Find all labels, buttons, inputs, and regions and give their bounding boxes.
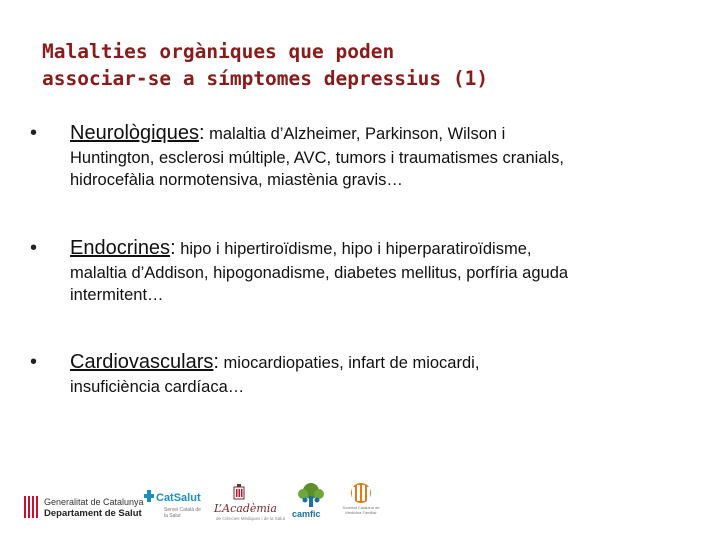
gencat-name: Generalitat de Catalunya xyxy=(44,497,144,507)
academia-crest-icon xyxy=(232,484,246,500)
catsalut-cross-icon xyxy=(144,490,154,502)
bullet-dot-icon: • xyxy=(30,122,38,144)
bullet-text: hipo i hipertiroïdisme, hipo i hiperparatiroïdisme, xyxy=(175,240,532,258)
bullet-continuation-line: malaltia d’Addison, hipogonadisme, diabetes mellitus, porfíria aguda xyxy=(70,264,569,282)
title-line-2: associar-se a símptomes depressius (1) xyxy=(42,67,489,90)
gencat-stripes-icon xyxy=(24,496,38,518)
bullet-first-line xyxy=(70,350,479,375)
academia-logo xyxy=(210,478,286,524)
academia-name: L’Acadèmia xyxy=(214,502,277,515)
title-line-1: Malalties orgàniques que poden xyxy=(42,40,395,63)
bullet-continuation-line: intermitent… xyxy=(70,286,164,304)
bullet-first-line xyxy=(70,236,531,261)
bullet-text: malaltia d’Alzheimer, Parkinson, Wilson i xyxy=(204,125,506,143)
bullet-continuation xyxy=(70,376,700,398)
sem-logo xyxy=(336,478,386,524)
slide-title xyxy=(42,38,682,92)
bullet-heading: Cardiovasculars xyxy=(70,351,214,373)
footer-logos xyxy=(0,478,720,528)
bullet-continuation-line: insuficiència cardíaca… xyxy=(70,378,245,396)
bullet-first-line xyxy=(70,121,505,146)
bullet-heading: Endocrines xyxy=(70,237,171,259)
bullet-continuation xyxy=(70,262,700,306)
academia-subtitle: de Ciències Mèdiques i de la Salut xyxy=(216,516,286,521)
bullet-text: miocardiopaties, infart de miocardi, xyxy=(218,354,480,372)
bullet-dot-icon: • xyxy=(30,237,38,259)
catsalut-logo xyxy=(142,478,208,524)
bullet-heading: Neurològiques xyxy=(70,122,199,144)
bullet-colon: : xyxy=(170,237,176,259)
sem-figures-icon xyxy=(344,482,378,504)
bullet-colon: : xyxy=(198,122,205,144)
camfic-name: camfic xyxy=(292,509,321,519)
bullet-continuation-line: Huntington, esclerosi múltiple, AVC, tumors i traumatismes cranials, xyxy=(70,149,564,167)
catsalut-subtitle: Servei Català de la Salut xyxy=(164,507,201,519)
sem-subtitle: Societat Catalana de Medicina Familiar xyxy=(342,505,380,515)
catsalut-name: CatSalut xyxy=(156,492,201,504)
gencat-logo xyxy=(22,478,144,524)
gencat-department: Departament de Salut xyxy=(44,508,142,519)
bullet-continuation-line: hidrocefàlia normotensiva, miastènia gravis… xyxy=(70,171,403,189)
bullet-continuation xyxy=(70,147,700,191)
camfic-tree-icon xyxy=(294,482,328,508)
bullet-dot-icon: • xyxy=(30,351,38,373)
bullet-colon: : xyxy=(213,351,219,373)
camfic-logo xyxy=(288,478,334,524)
